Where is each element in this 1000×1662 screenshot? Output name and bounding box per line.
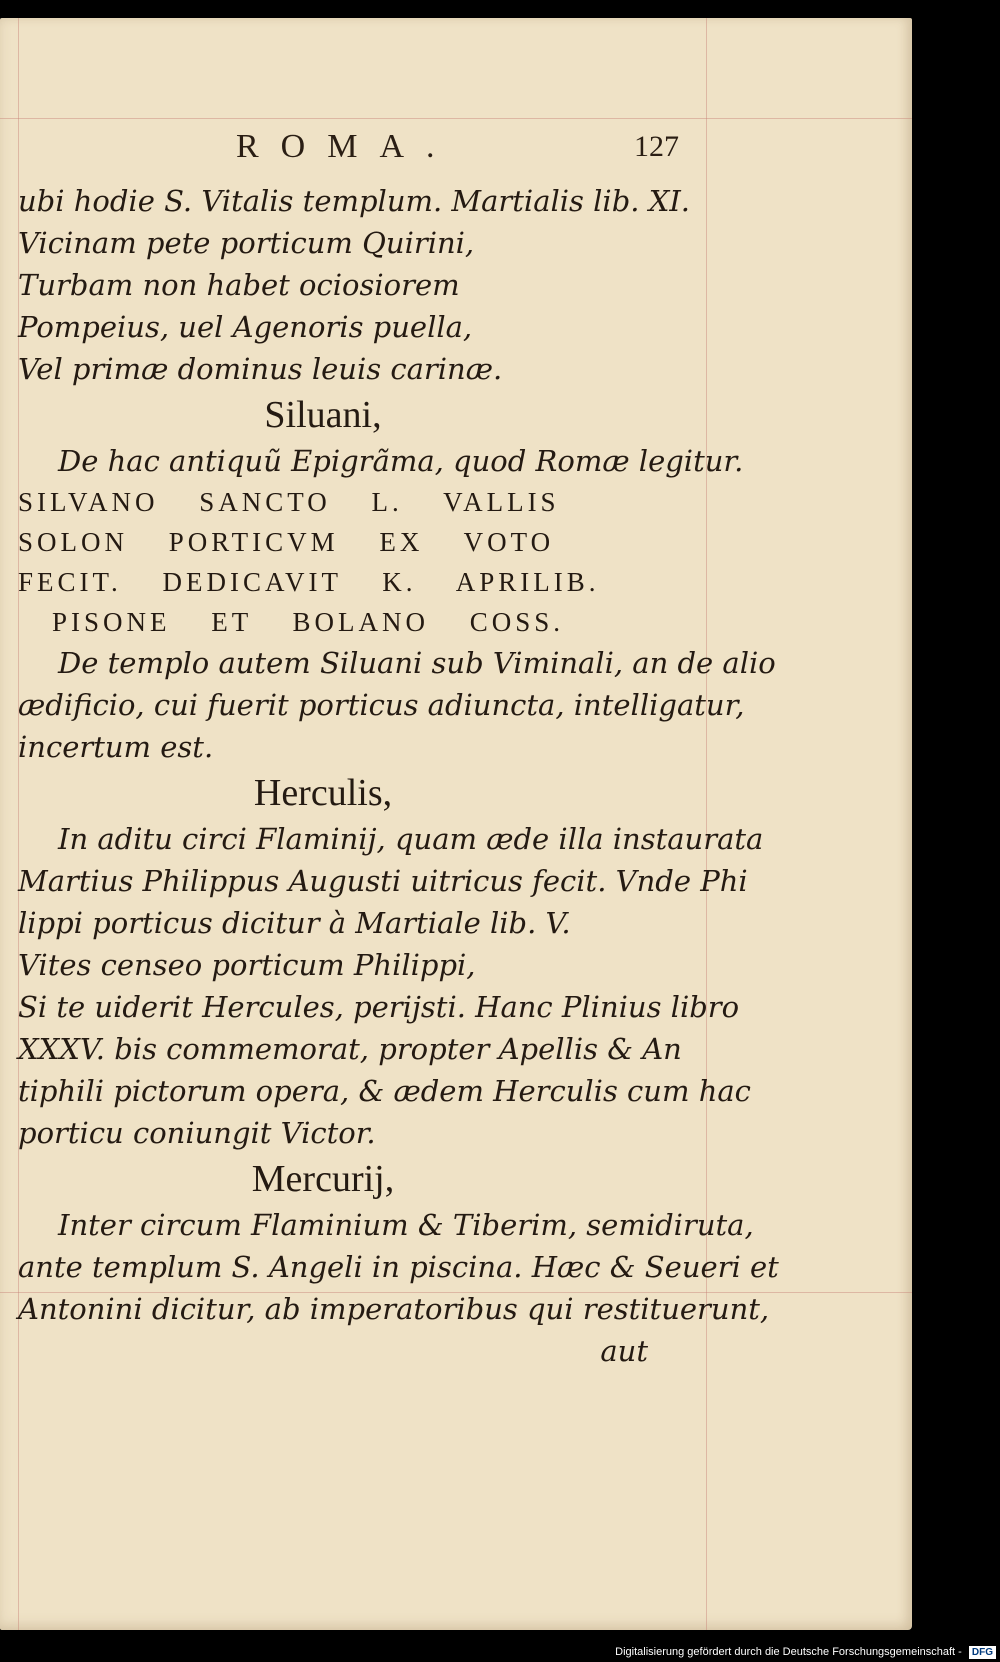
digitization-credit [615,1644,996,1660]
text-line: De templo autem Siluani sub Viminali, an de alio [58,646,776,680]
text-line: porticu coniungit Victor. [18,1116,376,1150]
section-heading-herculis: Herculis, [253,772,393,814]
dfg-logo: DFG [969,1646,996,1659]
text-line: XXXV. bis commemorat, propter Apellis & An [18,1032,682,1066]
book-page [0,18,912,1630]
inscription-line: FECIT. DEDICAVIT K. APRILIB. [18,567,600,597]
margin-rule-top [0,118,912,119]
inscription-line: SILVANO SANCTO L. VALLIS [18,487,560,517]
inscription-line: PISONE ET BOLANO COSS. [52,607,565,637]
text-line: ædificio, cui fuerit porticus adiuncta, intelligatur, [18,688,745,722]
text-line: Inter circum Flaminium & Tiberim, semidiruta, [58,1208,754,1242]
verse-line: Vel primæ dominus leuis carinæ. [18,352,503,386]
page-number: 127 [634,130,679,163]
running-title: ROMA. [236,128,457,165]
text-line: incertum est. [18,730,214,764]
text-line: lippi porticus dicitur à Martiale lib. V. [18,906,571,940]
section-heading-mercurij: Mercurij, [251,1158,395,1200]
text-line: ante templum S. Angeli in piscina. Hæc & Seueri et [18,1250,779,1284]
text-line: In aditu circi Flaminij, quam æde illa instaurata [58,822,764,856]
text-line: ubi hodie S. Vitalis templum. Martialis lib. XI. [18,184,691,218]
verse-line: Si te uiderit Hercules, perijsti. Hanc Plinius libro [18,990,740,1024]
text-line: Martius Philippus Augusti uitricus fecit. Vnde Phi [18,864,748,898]
verse-line: Vites censeo porticum Philippi, [18,948,476,982]
inscription-line: SOLON PORTICVM EX VOTO [18,527,555,557]
text-line: De hac antiquũ Epigrãma, quod Romæ legitur. [58,444,744,478]
verse-line: Pompeius, uel Agenoris puella, [18,310,473,344]
section-heading-siluani: Siluani, [264,394,382,436]
credit-text: Digitalisierung gefördert durch die Deutsche Forschungsgemeinschaft - [615,1646,962,1658]
verse-line: Turbam non habet ociosiorem [18,268,460,302]
page-header [0,128,912,168]
catchword: aut [600,1334,648,1368]
page-text [18,180,779,1372]
text-line: tiphili pictorum opera, & ædem Herculis cum hac [18,1074,751,1108]
text-line: Antonini dicitur, ab imperatoribus qui restituerunt, [18,1292,770,1326]
verse-line: Vicinam pete porticum Quirini, [18,226,475,260]
